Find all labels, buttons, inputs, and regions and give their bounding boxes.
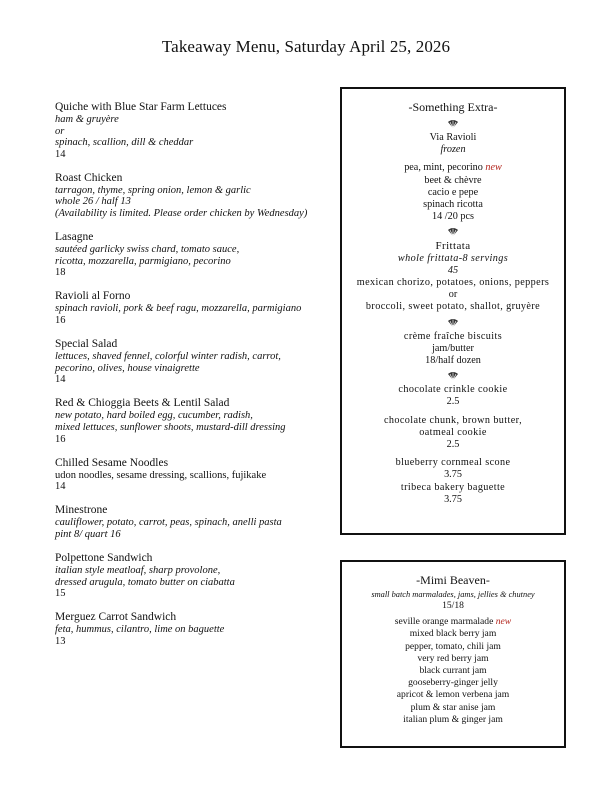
menu-item-quiche: [55, 100, 330, 160]
item-name: Red & Chioggia Beets & Lentil Salad: [55, 397, 230, 410]
item-price: 16: [55, 433, 66, 445]
item-price: 15: [55, 588, 66, 600]
item-name: Minestrone: [55, 504, 108, 517]
jam-item: seville orange marmalade: [394, 616, 494, 628]
bakery-item: oatmeal cookie: [419, 426, 487, 438]
shell-icon: [342, 371, 564, 381]
item-name: Ravioli al Forno: [55, 290, 131, 303]
shell-icon: [342, 318, 564, 328]
item-price: 14: [55, 148, 66, 160]
item-name: Chilled Sesame Noodles: [55, 456, 169, 469]
item-desc: italian style meatloaf, sharp provolone,: [55, 565, 221, 577]
bakery-item: chocolate crinkle cookie: [398, 384, 508, 396]
item-desc: sautéed garlicky swiss chard, tomato sauce,: [55, 244, 240, 256]
shell-icon: [342, 119, 564, 129]
menu-item-merguez-sandwich: [55, 610, 330, 647]
item-desc: tarragon, thyme, spring onion, lemon & garlic: [55, 184, 251, 196]
frittata-name: Frittata: [435, 240, 471, 253]
jam-item: pepper, tomato, chili jam: [405, 640, 501, 652]
new-badge: new: [495, 616, 512, 628]
mimi-title: -Mimi Beaven-: [416, 573, 490, 587]
item-desc: pecorino, olives, house vinaigrette: [55, 362, 200, 374]
ravioli-price: 14 /20 pcs: [432, 211, 474, 223]
jam-item: italian plum & ginger jam: [403, 713, 503, 725]
menu-item-minestrone: [55, 503, 330, 540]
item-name: Roast Chicken: [55, 171, 123, 184]
ravioli-name: Via Ravioli: [429, 132, 477, 143]
biscuits-variety: jam/butter: [432, 342, 474, 354]
item-price: 14: [55, 374, 66, 386]
mimi-subtitle: small batch marmalades, jams, jellies & chutney: [371, 590, 535, 599]
something-extra-title: -Something Extra-: [408, 100, 498, 114]
ravioli-flavor: beet & chèvre: [424, 174, 482, 186]
biscuits-name: crème fraîche biscuits: [403, 330, 503, 342]
jam-item: plum & star anise jam: [410, 701, 496, 713]
ravioli-flavor-new: [342, 162, 564, 174]
item-desc: ham & gruyère: [55, 114, 119, 125]
mimi-price: 15/18: [442, 600, 464, 611]
item-desc: or: [55, 125, 65, 137]
mimi-beaven-box: [340, 560, 566, 748]
bakery-price: 2.5: [446, 396, 460, 408]
item-desc: udon noodles, sesame dressing, scallions, fujikake: [55, 469, 267, 481]
item-price: 18: [55, 267, 66, 279]
frittata-or: or: [448, 289, 458, 301]
item-price: 16: [55, 315, 66, 327]
jam-item-new: [342, 616, 564, 628]
item-desc: mixed lettuces, sunflower shoots, mustard-dill dressing: [55, 422, 286, 433]
item-desc: pint 8/ quart 16: [55, 528, 121, 540]
item-desc: (Availability is limited. Please order chicken by Wednesday): [55, 208, 308, 220]
frittata-option: mexican chorizo, potatoes, onions, peppers: [356, 277, 550, 289]
menu-item-sesame-noodles: [55, 456, 330, 493]
new-badge: new: [485, 162, 502, 174]
ravioli-note: frozen: [440, 144, 466, 156]
menu-item-beet-lentil-salad: [55, 396, 330, 445]
item-desc: dressed arugula, tomato butter on ciabatta: [55, 576, 235, 588]
item-price: 13: [55, 635, 66, 647]
menu-item-roast-chicken: [55, 171, 330, 220]
page-title: Takeaway Menu, Saturday April 25, 2026: [161, 37, 451, 56]
biscuits-price: 18/half dozen: [425, 355, 481, 367]
item-name: Polpettone Sandwich: [55, 552, 153, 565]
item-name: Special Salad: [55, 338, 118, 351]
item-name: Merguez Carrot Sandwich: [55, 611, 177, 624]
main-menu-list: [55, 100, 330, 658]
ravioli-flavor: spinach ricotta: [423, 199, 483, 211]
bakery-item: blueberry cornmeal scone: [395, 457, 511, 469]
jam-item: mixed black berry jam: [409, 628, 497, 640]
bakery-price: 3.75: [444, 469, 462, 481]
item-desc: feta, hummus, cilantro, lime on baguette: [55, 624, 225, 636]
item-desc: ricotta, mozzarella, parmigiano, pecorino: [55, 255, 231, 267]
frittata-note: whole frittata-8 servings: [397, 252, 509, 264]
something-extra-box: [340, 87, 566, 535]
menu-item-ravioli-al-forno: [55, 289, 330, 326]
bakery-price: 3.75: [444, 493, 462, 505]
item-desc: spinach ravioli, pork & beef ragu, mozzarella, parmigiano: [55, 303, 302, 315]
menu-item-special-salad: [55, 337, 330, 386]
item-desc: whole 26 / half 13: [55, 196, 131, 208]
ravioli-flavor: pea, mint, pecorino: [404, 162, 483, 174]
item-price: 14: [55, 481, 66, 493]
item-desc: cauliflower, potato, carrot, peas, spinach, anelli pasta: [55, 517, 282, 529]
item-desc: lettuces, shaved fennel, colorful winter radish, carrot,: [55, 351, 281, 363]
bakery-price: 2.5: [446, 439, 460, 451]
bakery-item: chocolate chunk, brown butter,: [383, 414, 523, 426]
menu-item-lasagne: [55, 230, 330, 279]
frittata-option: broccoli, sweet potato, shallot, gruyère: [365, 301, 541, 313]
jam-item: black currant jam: [419, 665, 487, 677]
item-name: Lasagne: [55, 231, 94, 244]
frittata-price: 45: [447, 264, 459, 276]
ravioli-flavor: cacio e pepe: [427, 186, 479, 198]
bakery-item: tribeca bakery baguette: [400, 481, 506, 493]
item-desc: spinach, scallion, dill & cheddar: [55, 137, 194, 149]
jam-item: apricot & lemon verbena jam: [396, 689, 510, 701]
shell-icon: [342, 227, 564, 237]
item-desc: new potato, hard boiled egg, cucumber, radish,: [55, 410, 253, 422]
item-name: Quiche with Blue Star Farm Lettuces: [55, 101, 227, 113]
jam-item: gooseberry-ginger jelly: [408, 677, 498, 689]
menu-item-polpettone-sandwich: [55, 551, 330, 600]
jam-item: very red berry jam: [417, 652, 489, 664]
